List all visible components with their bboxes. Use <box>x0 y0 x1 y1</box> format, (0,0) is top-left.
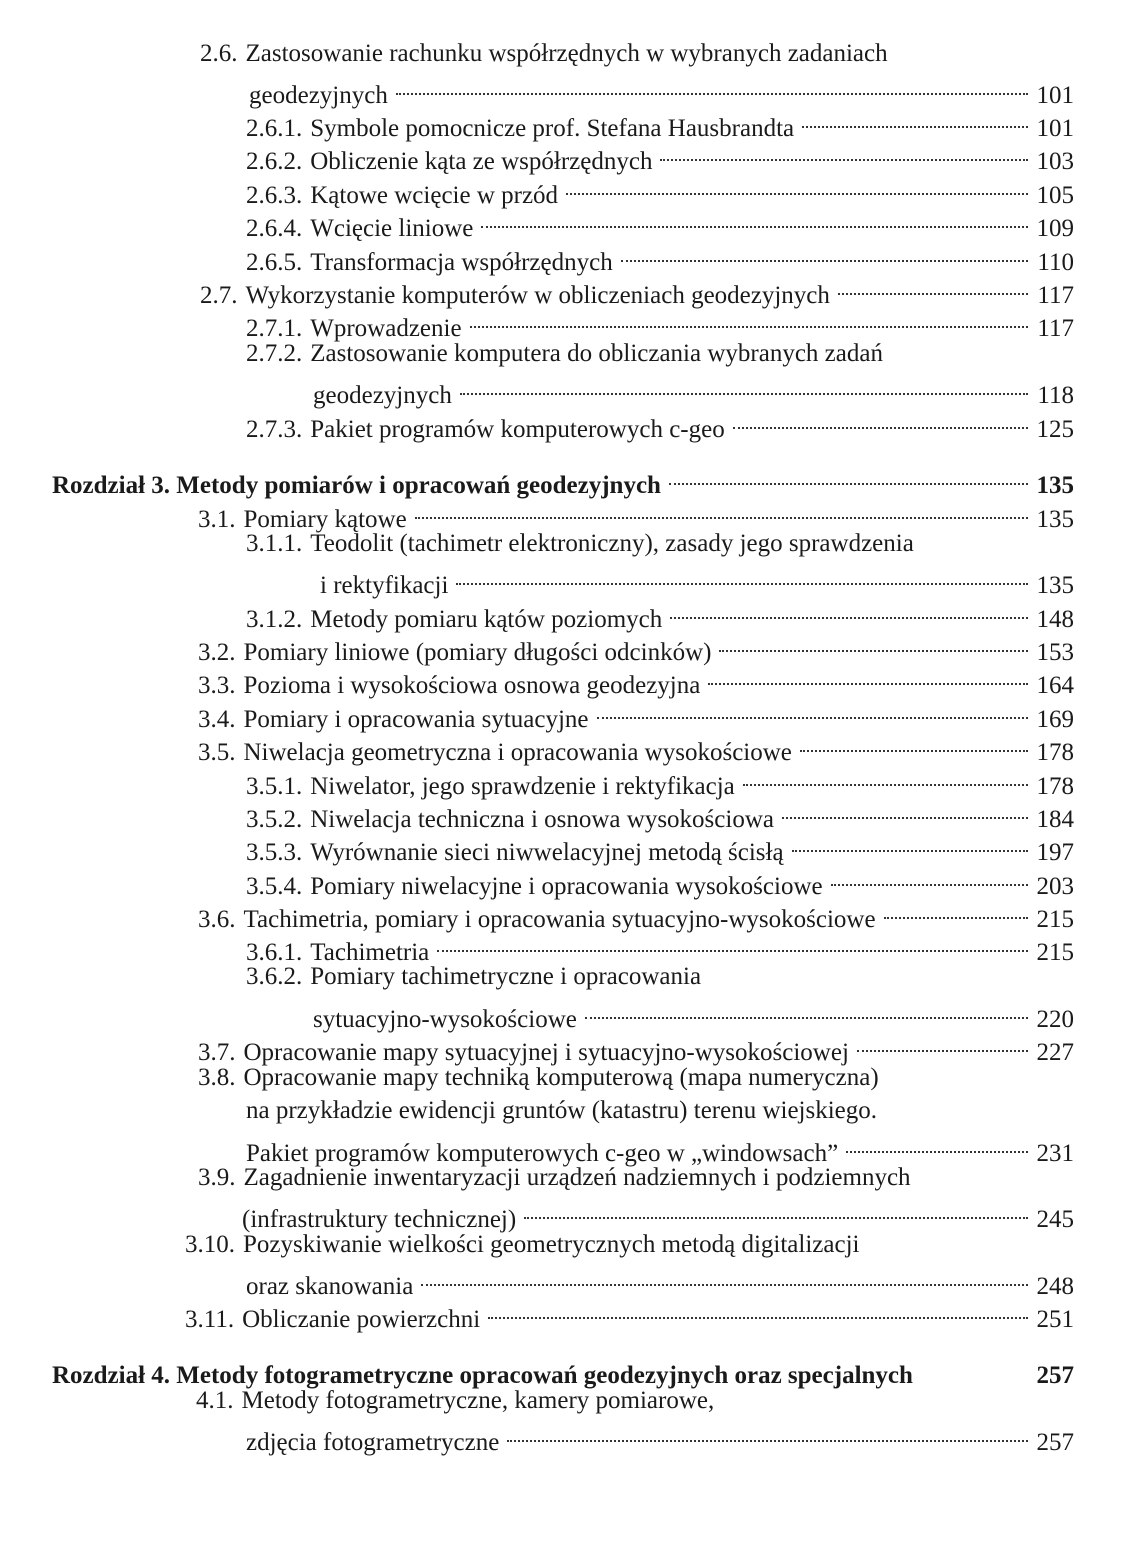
entry-number: 2.6.2. <box>246 148 303 175</box>
entry-title: Pomiary niwelacyjne i opracowania wysokościowe <box>310 873 823 900</box>
entry-number: 3.1. <box>198 506 236 533</box>
entry-number: 2.6.1. <box>246 115 303 142</box>
entry-title: Pomiary liniowe (pomiary długości odcinków) <box>243 639 712 666</box>
entry-number: 3.8. <box>198 1064 236 1091</box>
toc-entry <box>246 136 1074 175</box>
entry-title: Pomiary tachimetryczne i opracowania <box>310 963 702 990</box>
entry-number: 2.7.1. <box>246 315 303 342</box>
toc-entry <box>246 203 1074 242</box>
entry-title: Transformacja współrzędnych <box>310 249 613 276</box>
toc-entry <box>246 1094 877 1127</box>
entry-title: oraz skanowania <box>246 1273 414 1300</box>
page-number: 169 <box>1036 706 1074 733</box>
toc-entry <box>246 103 1074 142</box>
dot-leader <box>481 203 1028 236</box>
dot-leader <box>660 136 1028 169</box>
page-number: 178 <box>1036 773 1074 800</box>
page-number: 245 <box>1036 1206 1074 1233</box>
entry-title: Zastosowanie komputera do obliczania wybranych zadań <box>310 340 883 367</box>
entry-title: Teodolit (tachimetr elektroniczny), zasady jego sprawdzenia <box>310 530 914 557</box>
page-number: 220 <box>1036 1006 1074 1033</box>
toc-entry <box>242 1194 1074 1233</box>
entry-title: na przykładzie ewidencji gruntów (katastru) terenu wiejskiego. <box>246 1097 878 1124</box>
entry-title: zdjęcia fotogrametryczne <box>246 1429 500 1456</box>
entry-title: Metody pomiaru kątów poziomych <box>310 606 663 633</box>
page-number: 101 <box>1036 82 1074 109</box>
entry-title: Obliczanie powierzchni <box>242 1306 481 1333</box>
page-number: 215 <box>1036 906 1074 933</box>
toc-entry <box>246 1128 1074 1167</box>
dot-leader <box>597 694 1028 727</box>
entry-number: 3.5. <box>198 739 236 766</box>
entry-title: Pomiary i opracowania sytuacyjne <box>243 706 589 733</box>
dot-leader <box>782 794 1028 827</box>
entry-number: 2.7.3. <box>246 416 303 443</box>
page-number: 125 <box>1036 416 1074 443</box>
toc-entry <box>246 861 1074 900</box>
dot-leader <box>857 1027 1028 1060</box>
entry-number: 2.6. <box>200 40 238 67</box>
dot-leader <box>488 1294 1028 1327</box>
entry-title: Wprowadzenie <box>310 315 462 342</box>
dot-leader <box>507 1417 1028 1450</box>
entry-title: Kątowe wcięcie w przód <box>310 182 559 209</box>
dot-leader <box>792 827 1028 860</box>
chapter-heading <box>52 460 1074 499</box>
entry-title: Pakiet programów komputerowych c-geo w „windowsach” <box>246 1140 839 1167</box>
toc-entry <box>198 494 1074 533</box>
dot-leader <box>621 237 1028 270</box>
page-number: 215 <box>1036 939 1074 966</box>
entry-title: Opracowanie mapy techniką komputerową (mapa numeryczna) <box>243 1064 879 1091</box>
entry-number: 3.4. <box>198 706 236 733</box>
page-number: 203 <box>1036 873 1074 900</box>
dot-leader <box>831 861 1028 894</box>
entry-title: geodezyjnych <box>249 82 388 109</box>
dot-leader <box>802 103 1028 136</box>
toc-entry <box>246 1417 1074 1456</box>
dot-leader <box>719 627 1028 660</box>
toc-entry <box>246 527 914 560</box>
entry-title: Metody fotogrametryczne, kamery pomiarowe, <box>241 1387 715 1414</box>
page-number: 117 <box>1037 315 1074 342</box>
entry-number: 3.6.2. <box>246 963 303 990</box>
page-number: 257 <box>1036 1362 1074 1389</box>
page-number: 184 <box>1036 806 1074 833</box>
dot-leader <box>460 370 1028 403</box>
page-number: 197 <box>1036 839 1074 866</box>
toc-entry <box>198 894 1074 933</box>
toc-entry <box>198 627 1074 666</box>
dot-leader <box>884 894 1028 927</box>
page-number: 135 <box>1036 472 1074 499</box>
toc-entry <box>200 270 1074 309</box>
dot-leader <box>456 560 1028 593</box>
toc-entry <box>246 960 701 993</box>
entry-number: 3.1.1. <box>246 530 303 557</box>
dot-leader <box>396 70 1028 103</box>
toc-entry <box>246 1261 1074 1300</box>
entry-title: Pomiary kątowe <box>243 506 407 533</box>
entry-title: Wcięcie liniowe <box>310 215 474 242</box>
page-number: 248 <box>1036 1273 1074 1300</box>
entry-number: 2.6.3. <box>246 182 303 209</box>
toc-entry <box>246 170 1074 209</box>
entry-title: Opracowanie mapy sytuacyjnej i sytuacyjno-wysokościowej <box>243 1039 849 1066</box>
entry-title: Obliczenie kąta ze współrzędnych <box>310 148 653 175</box>
toc-entry <box>185 1228 859 1261</box>
entry-number: 3.11. <box>185 1306 235 1333</box>
page-number: 101 <box>1036 115 1074 142</box>
page-number: 251 <box>1036 1306 1074 1333</box>
dot-leader <box>743 761 1028 794</box>
page-number: 178 <box>1036 739 1074 766</box>
page-number: 110 <box>1037 249 1074 276</box>
toc-entry <box>313 994 1074 1033</box>
toc-entry <box>246 761 1074 800</box>
toc-entry <box>198 1161 911 1194</box>
entry-number: 3.7. <box>198 1039 236 1066</box>
toc-entry <box>196 1384 714 1417</box>
entry-number: 4.1. <box>196 1387 234 1414</box>
entry-number: 3.1.2. <box>246 606 303 633</box>
entry-title: Tachimetria, pomiary i opracowania sytuacyjno-wysokościowe <box>243 906 876 933</box>
page-number: 117 <box>1037 282 1074 309</box>
entry-number: 3.5.4. <box>246 873 303 900</box>
toc-entry <box>198 1027 1074 1066</box>
toc-entry <box>313 370 1074 409</box>
dot-leader <box>470 303 1028 336</box>
page-number: 231 <box>1036 1140 1074 1167</box>
entry-title: Niwelacja geometryczna i opracowania wysokościowe <box>243 739 792 766</box>
entry-title: Rozdział 3. Metody pomiarów i opracowań geodezyjnych <box>52 472 661 499</box>
toc-entry <box>246 303 1074 342</box>
entry-number: 3.10. <box>185 1231 235 1258</box>
toc-entry <box>246 337 883 370</box>
chapter-heading <box>52 1350 1074 1389</box>
toc-entry <box>246 237 1074 276</box>
entry-number: 3.5.2. <box>246 806 303 833</box>
entry-number: 3.6. <box>198 906 236 933</box>
entry-number: 3.5.3. <box>246 839 303 866</box>
page-number: 164 <box>1036 672 1074 699</box>
page-number: 103 <box>1036 148 1074 175</box>
entry-number: 3.9. <box>198 1164 236 1191</box>
entry-number: 2.6.4. <box>246 215 303 242</box>
dot-leader <box>670 594 1028 627</box>
entry-number: 2.7. <box>200 282 238 309</box>
entry-number: 3.3. <box>198 672 236 699</box>
entry-title: Pozioma i wysokościowa osnowa geodezyjna <box>243 672 701 699</box>
dot-leader <box>846 1128 1028 1161</box>
dot-leader <box>437 927 1028 960</box>
toc-entry <box>246 927 1074 966</box>
dot-leader <box>733 404 1028 437</box>
entry-title: Pakiet programów komputerowych c-geo <box>310 416 725 443</box>
toc-entry <box>249 70 1074 109</box>
toc-entry <box>200 37 888 70</box>
entry-title: sytuacyjno-wysokościowe <box>313 1006 577 1033</box>
dot-leader <box>415 494 1028 527</box>
page-number: 109 <box>1036 215 1074 242</box>
toc-entry <box>185 1294 1074 1333</box>
dot-leader <box>566 170 1028 203</box>
page-number: 153 <box>1036 639 1074 666</box>
dot-leader <box>669 460 1028 493</box>
toc-entry <box>198 1061 879 1094</box>
entry-number: 3.2. <box>198 639 236 666</box>
dot-leader <box>524 1194 1028 1227</box>
entry-title: Pozyskiwanie wielkości geometrycznych metodą digitalizacji <box>243 1231 860 1258</box>
page-number: 257 <box>1036 1429 1074 1456</box>
dot-leader <box>708 660 1028 693</box>
page-number: 118 <box>1037 382 1074 409</box>
entry-title: Niwelator, jego sprawdzenie i rektyfikacja <box>310 773 735 800</box>
entry-title: (infrastruktury technicznej) <box>242 1206 517 1233</box>
toc-entry <box>198 660 1074 699</box>
page-number: 105 <box>1036 182 1074 209</box>
entry-title: Zastosowanie rachunku współrzędnych w wybranych zadaniach <box>245 40 888 67</box>
toc-entry <box>246 404 1074 443</box>
dot-leader <box>421 1261 1028 1294</box>
entry-title: Rozdział 4. Metody fotogrametryczne opracowań geodezyjnych oraz specjalnych <box>52 1362 913 1389</box>
toc-entry <box>246 827 1074 866</box>
entry-number: 2.7.2. <box>246 340 303 367</box>
toc-entry <box>320 560 1074 599</box>
dot-leader <box>585 994 1028 1027</box>
page-number: 227 <box>1036 1039 1074 1066</box>
entry-title: Niwelacja techniczna i osnowa wysokościowa <box>310 806 774 833</box>
entry-number: 2.6.5. <box>246 249 303 276</box>
toc-entry <box>198 727 1074 766</box>
toc-entry <box>246 794 1074 833</box>
entry-title: Wyrównanie sieci niwwelacyjnej metodą ścisłą <box>310 839 784 866</box>
entry-title: Tachimetria <box>310 939 430 966</box>
entry-title: Wykorzystanie komputerów w obliczeniach geodezyjnych <box>245 282 830 309</box>
toc-entry <box>246 594 1074 633</box>
dot-leader <box>838 270 1028 303</box>
entry-title: Zagadnienie inwentaryzacji urządzeń nadziemnych i podziemnych <box>243 1164 911 1191</box>
page-number: 148 <box>1036 606 1074 633</box>
page-number: 135 <box>1036 506 1074 533</box>
page-number: 135 <box>1036 572 1074 599</box>
toc-entry <box>198 694 1074 733</box>
entry-number: 3.5.1. <box>246 773 303 800</box>
entry-number: 3.6.1. <box>246 939 303 966</box>
entry-title: geodezyjnych <box>313 382 452 409</box>
entry-title: i rektyfikacji <box>320 572 449 599</box>
dot-leader <box>800 727 1028 760</box>
entry-title: Symbole pomocnicze prof. Stefana Hausbrandta <box>310 115 795 142</box>
